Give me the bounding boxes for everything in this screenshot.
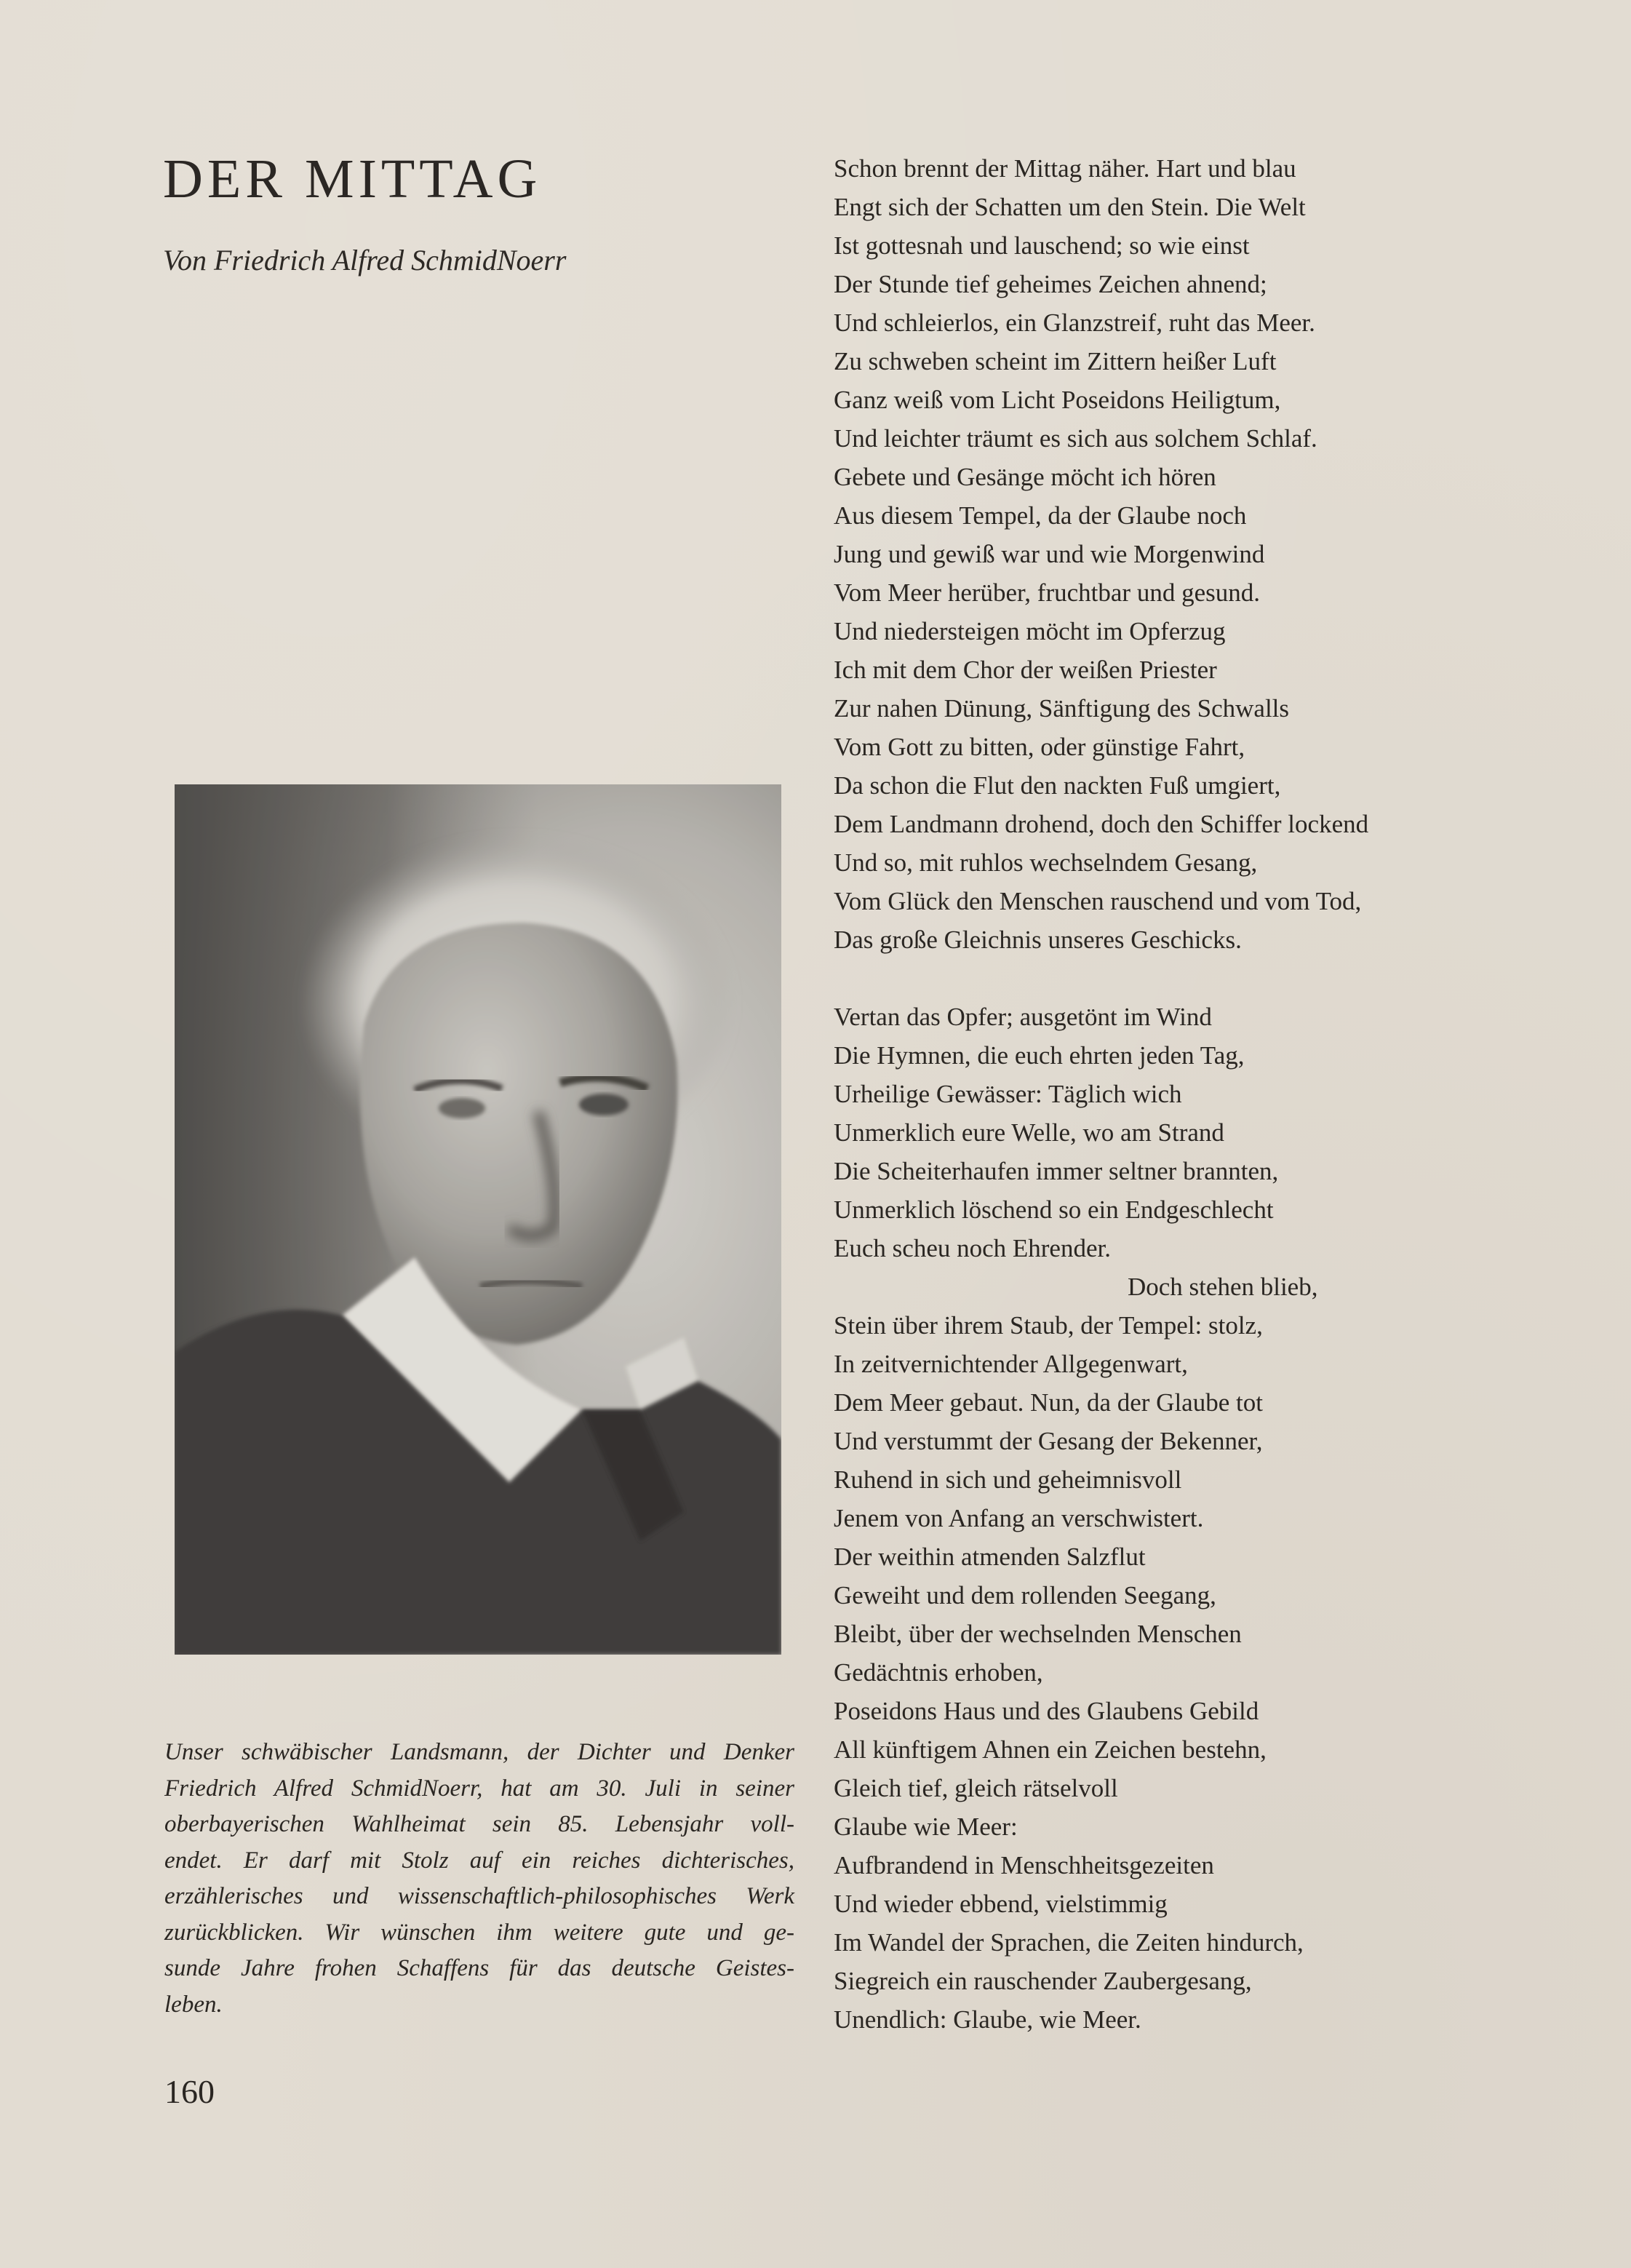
photo-caption (164, 1735, 794, 2023)
poem-line: Die Hymnen, die euch ehrten jeden Tag, (834, 1041, 1245, 1070)
poem-line: Stein über ihrem Staub, der Tempel: stolz, (834, 1311, 1263, 1340)
poem-line: Euch scheu noch Ehrender. (834, 1234, 1111, 1262)
poem-line: Dem Landmann drohend, doch den Schiffer lockend (834, 810, 1369, 838)
poem-line: Aufbrandend in Menschheitsgezeiten (834, 1851, 1214, 1879)
poem-line: Gebete und Gesänge möcht ich hören (834, 463, 1216, 491)
poem-line: Zur nahen Dünung, Sänftigung des Schwalls (834, 694, 1290, 723)
caption-line: sunde Jahre frohen Schaffens für das deutsche Geistes- (164, 1955, 794, 1981)
author-byline: Von Friedrich Alfred SchmidNoerr (163, 244, 567, 276)
poem-line: Schon brennt der Mittag näher. Hart und blau (834, 154, 1296, 183)
caption-line: erzählerisches und wissenschaftlich-philosophisches Werk (164, 1883, 794, 1909)
poem-line: Ruhend in sich und geheimnisvoll (834, 1465, 1182, 1494)
poem-line: Gleich tief, gleich rätselvoll (834, 1774, 1118, 1802)
poem-line: Vom Meer herüber, fruchtbar und gesund. (834, 578, 1260, 607)
poem-line: Und leichter träumt es sich aus solchem Schlaf. (834, 424, 1317, 453)
poem-line: Glaube wie Meer: (834, 1813, 1018, 1841)
poem-line: Ist gottesnah und lauschend; so wie einst (834, 231, 1250, 260)
poem-line: Unmerklich eure Welle, wo am Strand (834, 1118, 1224, 1147)
poem-body (834, 149, 1488, 2039)
poem-line: All künftigem Ahnen ein Zeichen bestehn, (834, 1735, 1267, 1764)
page-number: 160 (164, 2073, 215, 2110)
poem-line: Zu schweben scheint im Zittern heißer Luft (834, 347, 1277, 375)
author-portrait-photo (175, 784, 781, 1655)
caption-line: endet. Er darf mit Stolz auf ein reiches dichterisches, (164, 1847, 794, 1874)
poem-line: Im Wandel der Sprachen, die Zeiten hindurch, (834, 1928, 1304, 1957)
stanza-2 (834, 998, 1488, 2039)
poem-line: Dem Meer gebaut. Nun, da der Glaube tot (834, 1388, 1263, 1417)
poem-title: DER MITTAG (163, 148, 542, 210)
poem-line: In zeitvernichtender Allgegenwart, (834, 1350, 1188, 1378)
caption-line: Friedrich Alfred SchmidNoerr, hat am 30. Juli in seiner (164, 1775, 794, 1802)
poem-line: Unendlich: Glaube, wie Meer. (834, 2005, 1141, 2034)
poem-line: Vertan das Opfer; ausgetönt im Wind (834, 1003, 1212, 1031)
stanza-1 (834, 149, 1488, 959)
poem-line: Vom Gott zu bitten, oder günstige Fahrt, (834, 733, 1245, 761)
poem-line: Urheilige Gewässer: Täglich wich (834, 1080, 1182, 1108)
poem-line: Die Scheiterhaufen immer seltner brannten, (834, 1157, 1279, 1185)
poem-line: Da schon die Flut den nackten Fuß umgiert, (834, 771, 1281, 800)
poem-line: Ich mit dem Chor der weißen Priester (834, 656, 1217, 684)
poem-line: Vom Glück den Menschen rauschend und vom Tod, (834, 887, 1362, 915)
caption-line: oberbayerischen Wahlheimat sein 85. Lebensjahr voll- (164, 1811, 794, 1837)
poem-line: Jung und gewiß war und wie Morgenwind (834, 540, 1265, 568)
poem-line: Aus diesem Tempel, da der Glaube noch (834, 501, 1247, 530)
caption-line: Unser schwäbischer Landsmann, der Dichter und Denker (164, 1739, 794, 1765)
poem-line: Jenem von Anfang an verschwistert. (834, 1504, 1204, 1532)
poem-line: Der Stunde tief geheimes Zeichen ahnend; (834, 270, 1267, 298)
poem-line: Gedächtnis erhoben, (834, 1658, 1043, 1687)
caption-line: zurückblicken. Wir wünschen ihm weitere gute und ge- (164, 1919, 794, 1946)
poem-line: Unmerklich löschend so ein Endgeschlecht (834, 1195, 1274, 1224)
poem-line: Doch stehen blieb, (1128, 1273, 1318, 1301)
poem-line: Poseidons Haus und des Glaubens Gebild (834, 1697, 1259, 1725)
poem-line: Ganz weiß vom Licht Poseidons Heiligtum, (834, 386, 1281, 414)
poem-line: Engt sich der Schatten um den Stein. Die Welt (834, 193, 1306, 221)
poem-line: Das große Gleichnis unseres Geschicks. (834, 926, 1242, 954)
poem-line: Und schleierlos, ein Glanzstreif, ruht das Meer. (834, 309, 1315, 337)
poem-line: Bleibt, über der wechselnden Menschen (834, 1620, 1242, 1648)
poem-line: Der weithin atmenden Salzflut (834, 1543, 1146, 1571)
poem-line: Siegreich ein rauschender Zaubergesang, (834, 1967, 1252, 1995)
caption-line: leben. (164, 1991, 223, 2018)
poem-line: Und so, mit ruhlos wechselndem Gesang, (834, 848, 1258, 877)
poem-line: Geweiht und dem rollenden Seegang, (834, 1581, 1216, 1610)
portrait-image (175, 784, 781, 1655)
poem-line: Und niedersteigen möcht im Opferzug (834, 617, 1226, 645)
poem-line: Und verstummt der Gesang der Bekenner, (834, 1427, 1263, 1455)
poem-line: Und wieder ebbend, vielstimmig (834, 1890, 1168, 1918)
